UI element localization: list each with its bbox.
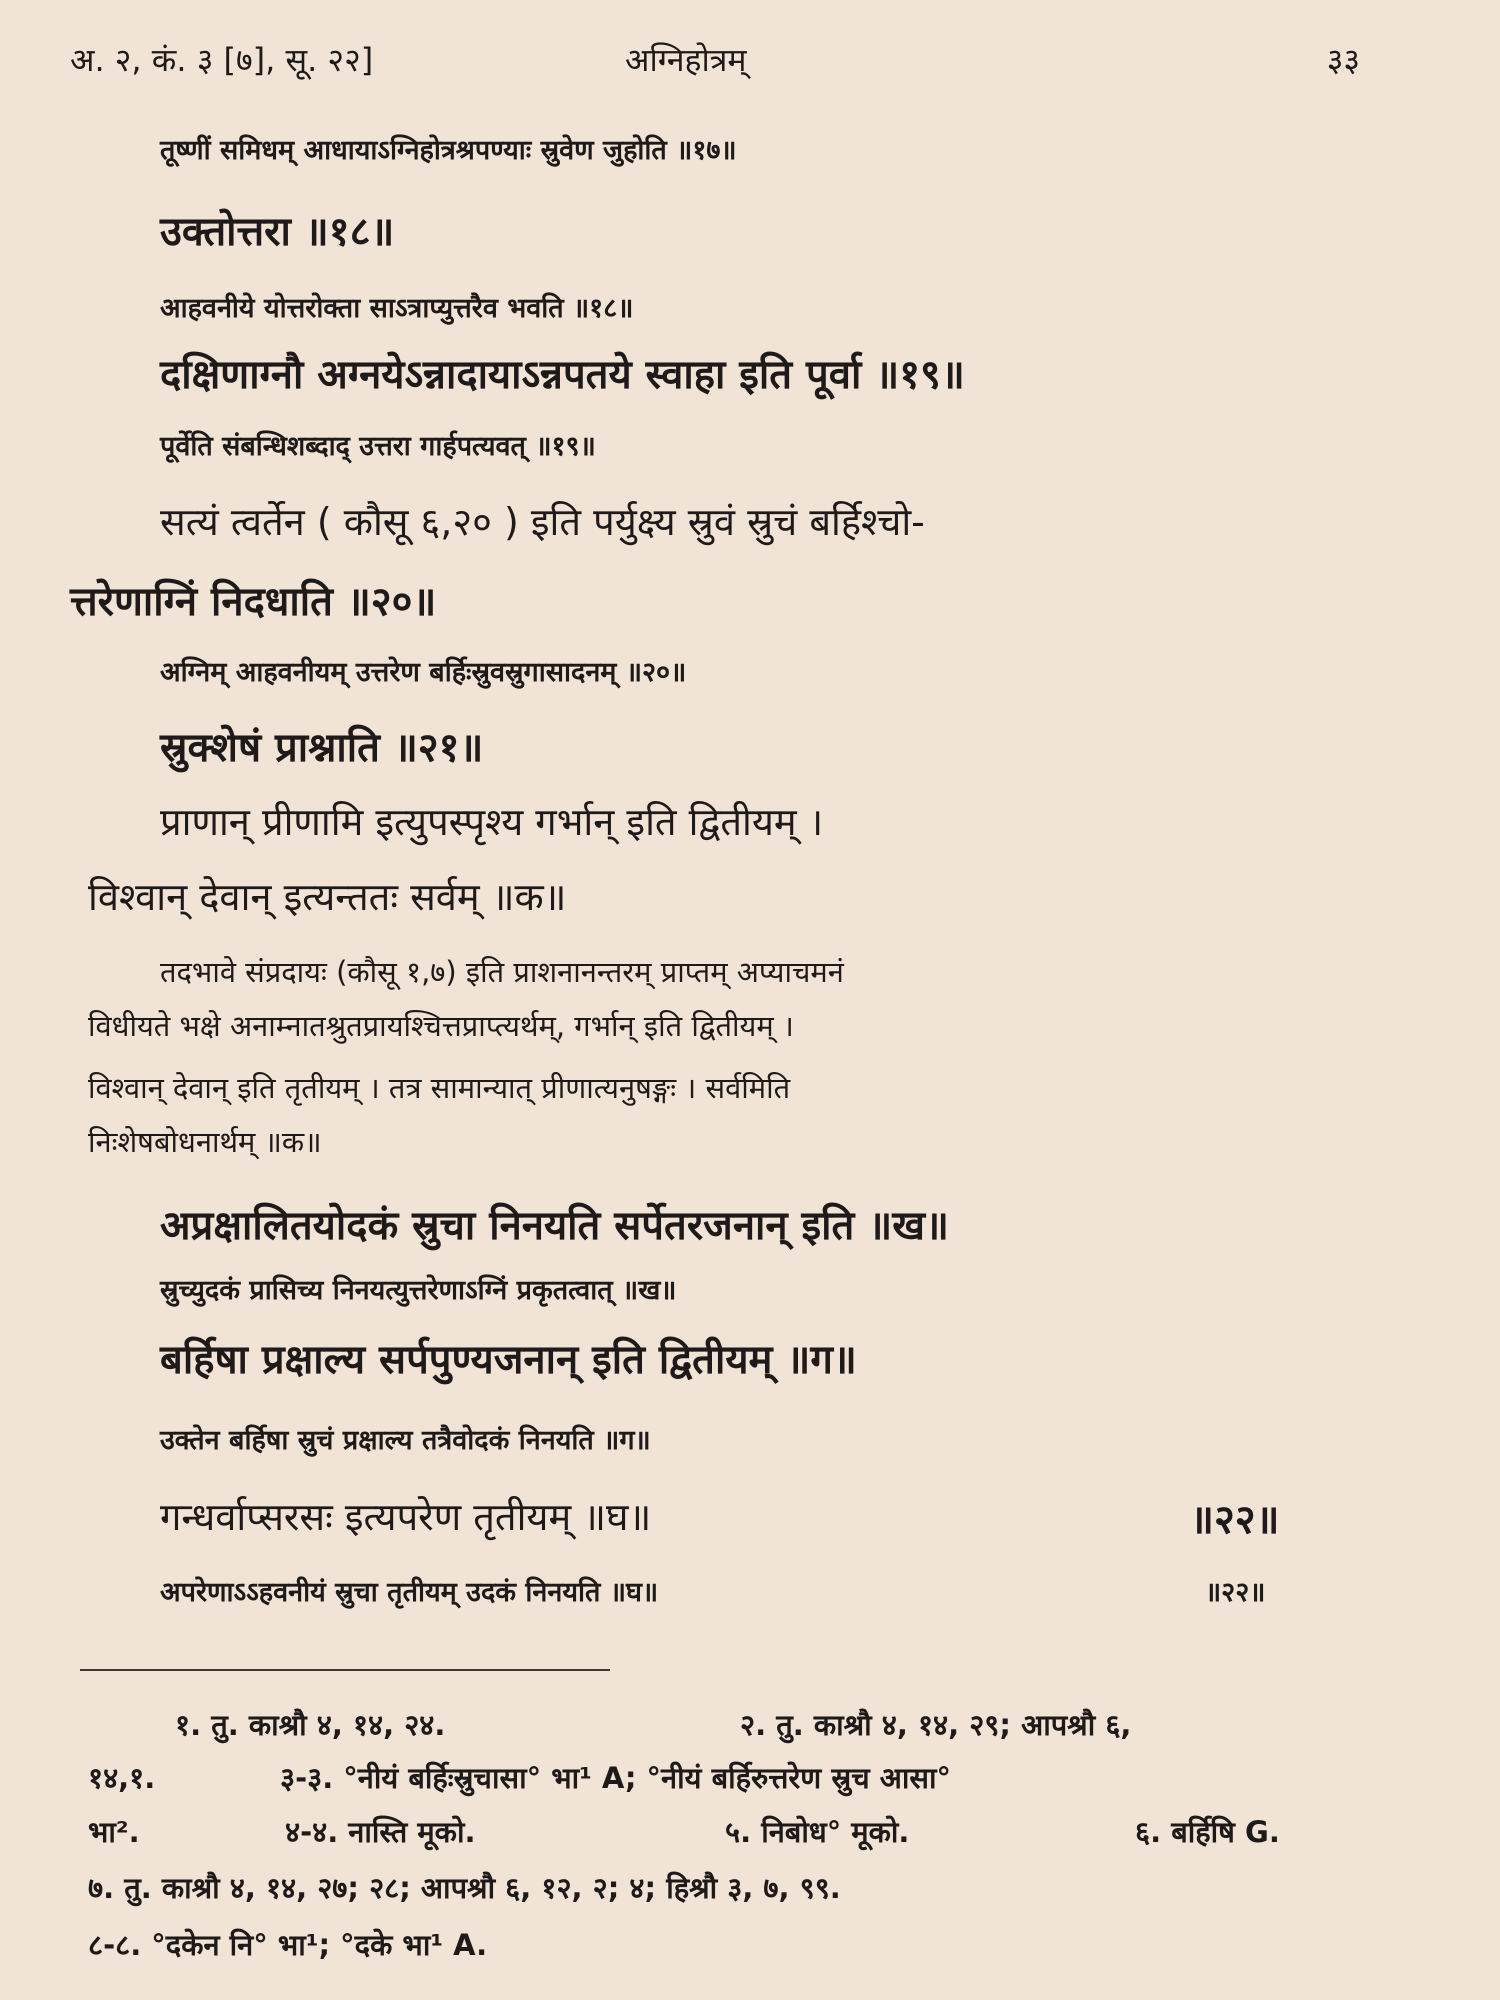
sutra-line: गन्धर्वाप्सरसः इत्यपरेण तृतीयम् ॥घ॥ bbox=[160, 1495, 652, 1539]
commentary-line: आहवनीये योत्तरोक्ता साऽत्राप्युत्तरैव भवति ॥१८॥ bbox=[160, 293, 634, 324]
commentary-line: अपरेणाऽऽहवनीयं स्रुचा तृतीयम् उदकं निनयति ॥घ॥ bbox=[160, 1577, 659, 1608]
commentary-line: पूर्वेति संबन्धिशब्दाद् उत्तरा गार्हपत्यवत् ॥१९॥ bbox=[160, 431, 596, 462]
sutra-line: बर्हिषा प्रक्षाल्य सर्पपुण्यजनान् इति द्वितीयम् ॥ग॥ bbox=[160, 1337, 857, 1383]
footnote: २. तु. काश्रौ ४, १४, २९; आपश्रौ ६, bbox=[740, 1708, 1132, 1742]
commentary-line: उक्तेन बर्हिषा स्रुचं प्रक्षाल्य तत्रैवोदकं निनयति ॥ग॥ bbox=[160, 1425, 651, 1456]
footnote: १४,१. bbox=[88, 1761, 156, 1795]
page-number: ३३ bbox=[1326, 41, 1360, 79]
commentary-number: ॥२२॥ bbox=[1205, 1577, 1266, 1608]
sutra-line: विश्वान् देवान् इत्यन्ततः सर्वम् ॥क॥ bbox=[88, 875, 567, 919]
commentary-line: तदभावे संप्रदायः (कौसू १,७) इति प्राशनानन्तरम् प्राप्तम् अप्याचमनं bbox=[160, 955, 844, 989]
footnote: ८-८. °दकेन नि° भा¹; °दके भा¹ A. bbox=[88, 1928, 488, 1962]
sutra-line: दक्षिणाग्नौ अग्नयेऽन्नादायाऽन्नपतये स्वाहा इति पूर्वा ॥१९॥ bbox=[160, 352, 965, 398]
sutra-line: प्राणान् प्रीणामि इत्युपस्पृश्य गर्भान् इति द्वितीयम् । bbox=[160, 800, 824, 844]
footnote: १. तु. काश्रौ ४, १४, २४. bbox=[175, 1708, 446, 1742]
footnote-divider bbox=[80, 1669, 610, 1671]
footnote: ४-४. नास्ति मूको. bbox=[285, 1815, 476, 1849]
commentary-line: विश्वान् देवान् इति तृतीयम् । तत्र सामान्यात् प्रीणात्यनुषङ्गः । सर्वमिति bbox=[88, 1071, 791, 1105]
running-head bbox=[70, 28, 1360, 88]
page-title: अग्निहोत्रम् bbox=[625, 41, 747, 79]
sutra-number: ॥२२॥ bbox=[1190, 1497, 1280, 1543]
sutra-line: उक्तोत्तरा ॥१८॥ bbox=[160, 209, 395, 255]
footnote: ६. बर्हिषि G. bbox=[1135, 1815, 1280, 1849]
section-reference: अ. २, कं. ३ [७], सू. २२] bbox=[70, 41, 374, 79]
footnote: ५. निबोध° मूको. bbox=[725, 1815, 910, 1849]
commentary-line: अग्निम् आहवनीयम् उत्तरेण बर्हिःस्रुवस्रुगासादनम् ॥२०॥ bbox=[160, 657, 687, 688]
commentary-line: विधीयते भक्षे अनाम्नातश्रुतप्रायश्चित्तप्राप्त्यर्थम्, गर्भान् इति द्वितीयम् । bbox=[88, 1009, 794, 1043]
sutra-line: त्तरेणाग्निं निदधाति ॥२०॥ bbox=[70, 579, 437, 625]
sutra-line: अप्रक्षालितयोदकं स्रुचा निनयति सर्पेतरजनान् इति ॥ख॥ bbox=[160, 1203, 949, 1249]
footnote: ३-३. °नीयं बर्हिःस्रुचासा° भा¹ A; °नीयं बर्हिरुत्तरेण स्रुच आसा° bbox=[280, 1761, 952, 1795]
commentary-line: तूष्णीं समिधम् आधायाऽग्निहोत्रश्रपण्याः स्रुवेण जुहोति ॥१७॥ bbox=[160, 135, 737, 166]
commentary-line: निःशेषबोधनार्थम् ॥क॥ bbox=[88, 1125, 322, 1159]
sutra-line: सत्यं त्वर्तेन ( कौसू ६,२० ) इति पर्युक्ष्य स्रुवं स्रुचं बर्हिश्चो- bbox=[160, 500, 925, 544]
footnote: भा². bbox=[88, 1815, 140, 1849]
commentary-line: स्रुच्युदकं प्रासिच्य निनयत्युत्तरेणाऽग्निं प्रकृतत्वात् ॥ख॥ bbox=[160, 1275, 677, 1306]
sutra-line: स्रुक्शेषं प्राश्नाति ॥२१॥ bbox=[160, 725, 484, 771]
footnote: ७. तु. काश्रौ ४, १४, २७; २८; आपश्रौ ६, १२, २; ४; हिश्रौ ३, ७, ९९. bbox=[88, 1871, 841, 1905]
